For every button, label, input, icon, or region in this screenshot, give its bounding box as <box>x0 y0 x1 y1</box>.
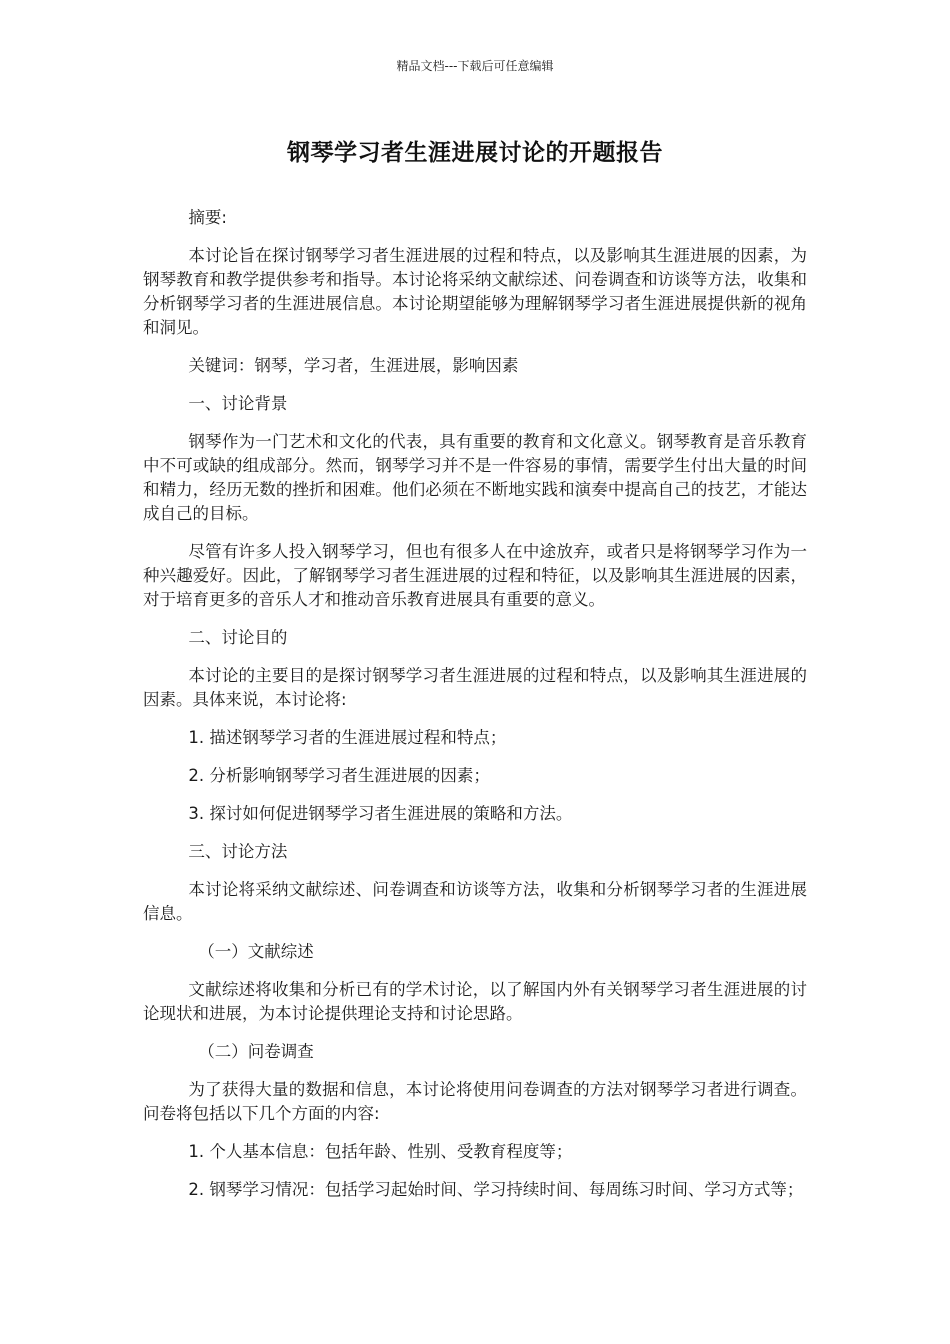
abstract-heading: 摘要: <box>188 208 227 227</box>
survey-paragraph: 为了获得大量的数据和信息，本讨论将使用问卷调查的方法对钢琴学习者进行调查。问卷将包括以下几个方面的内容: <box>143 1080 807 1123</box>
methods-paragraph: 本讨论将采纳文献综述、问卷调查和访谈等方法，收集和分析钢琴学习者的生涯进展信息。 <box>143 880 807 923</box>
survey-list-item-2: 2. 钢琴学习情况：包括学习起始时间、学习持续时间、每周练习时间、学习方式等； <box>188 1180 804 1199</box>
section-heading-purpose: 二、讨论目的 <box>188 628 288 647</box>
keywords-line: 关键词：钢琴，学习者，生涯进展，影响因素 <box>188 356 519 375</box>
survey-list-item-1: 1. 个人基本信息：包括年龄、性别、受教育程度等； <box>188 1142 573 1161</box>
background-paragraph-2: 尽管有许多人投入钢琴学习，但也有很多人在中途放弃，或者只是将钢琴学习作为一种兴趣爱好。因此，了解钢琴学习者生涯进展的过程和特征，以及影响其生涯进展的因素，对于培育更多的音乐人才和推动音乐教育进展具有重要的意义。 <box>143 542 807 609</box>
subsection-heading-literature: （一）文献综述 <box>198 942 314 961</box>
page-header-note: 精品文档---下载后可任意编辑 <box>396 59 554 73</box>
section-heading-background: 一、讨论背景 <box>188 394 288 413</box>
purpose-paragraph: 本讨论的主要目的是探讨钢琴学习者生涯进展的过程和特点，以及影响其生涯进展的因素。具体来说，本讨论将: <box>143 666 807 709</box>
abstract-paragraph: 本讨论旨在探讨钢琴学习者生涯进展的过程和特点，以及影响其生涯进展的因素，为钢琴教育和教学提供参考和指导。本讨论将采纳文献综述、问卷调查和访谈等方法，收集和分析钢琴学习者的生涯进展信息。本讨论期望能够为理解钢琴学习者生涯进展提供新的视角和洞见。 <box>143 246 807 337</box>
document-body <box>143 206 807 1216</box>
purpose-list-item-3: 3. 探讨如何促进钢琴学习者生涯进展的策略和方法。 <box>188 804 573 823</box>
subsection-heading-survey: （二）问卷调查 <box>198 1042 314 1061</box>
document-title: 钢琴学习者生涯进展讨论的开题报告 <box>287 140 663 166</box>
background-paragraph-1: 钢琴作为一门艺术和文化的代表，具有重要的教育和文化意义。钢琴教育是音乐教育中不可或缺的组成部分。然而，钢琴学习并不是一件容易的事情，需要学生付出大量的时间和精力，经历无数的挫折和困难。他们必须在不断地实践和演奏中提高自己的技艺，才能达成自己的目标。 <box>143 432 807 523</box>
literature-paragraph: 文献综述将收集和分析已有的学术讨论，以了解国内外有关钢琴学习者生涯进展的讨论现状和进展，为本讨论提供理论支持和讨论思路。 <box>143 980 807 1023</box>
purpose-list-item-1: 1. 描述钢琴学习者的生涯进展过程和特点； <box>188 728 507 747</box>
section-heading-methods: 三、讨论方法 <box>188 842 288 861</box>
purpose-list-item-2: 2. 分析影响钢琴学习者生涯进展的因素； <box>188 766 490 785</box>
